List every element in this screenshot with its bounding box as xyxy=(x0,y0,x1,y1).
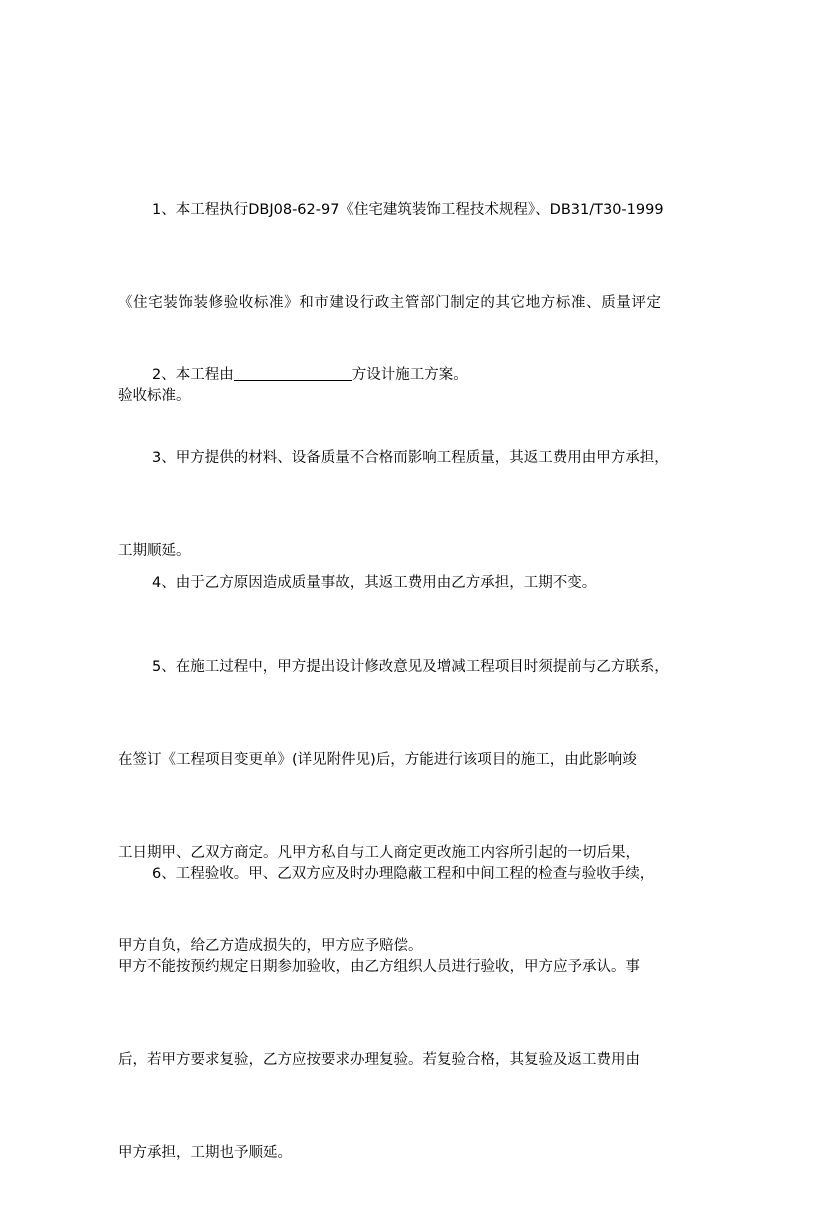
clause-6-line-2: 甲方不能按预约规定日期参加验收，由乙方组织人员进行验收，甲方应予承认。事 xyxy=(118,959,640,975)
clause-2-after-blank: 方设计施工方案。 xyxy=(351,367,468,383)
clause-4-line-1: 4、由于乙方原因造成质量事故，其返工费用由乙方承担，工期不变。 xyxy=(152,575,597,591)
clause-6-line-1: 6、工程验收。甲、乙双方应及时办理隐蔽工程和中间工程的检查与验收手续， xyxy=(152,866,655,882)
clause-1-line-3: 验收标准。 xyxy=(118,388,191,404)
clause-5-line-1: 5、在施工过程中，甲方提出设计修改意见及增减工程项目时须提前与乙方联系， xyxy=(152,659,669,675)
clause-6 xyxy=(118,797,698,1231)
clause-5-line-2: 在签订《工程项目变更单》(详见附件见)后，方能进行该项目的施工，由此影响竣 xyxy=(118,752,637,768)
clause-5-line-3: 工日期甲、乙双方商定。凡甲方私自与工人商定更改施工内容所引起的一切后果， xyxy=(118,845,640,861)
clause-6-line-3: 后，若甲方要求复验，乙方应按要求办理复验。若复验合格，其复验及返工费用由 xyxy=(118,1052,640,1068)
clause-1-line-2: 《住宅装饰装修验收标准》和市建设行政主管部门制定的其它地方标准、质量评定 xyxy=(118,295,662,311)
clause-3-line-2: 工期顺延。 xyxy=(118,543,191,559)
clause-1-line-1: 1、本工程执行DBJ08-62-97《住宅建筑装饰工程技术规程》、DB31/T30-1999 xyxy=(152,202,664,218)
clause-5-line-4: 甲方自负，给乙方造成损失的，甲方应予赔偿。 xyxy=(118,938,423,954)
clause-2-before-blank: 2、本工程由 xyxy=(152,367,234,383)
clause-3-line-1: 3、甲方提供的材料、设备质量不合格而影响工程质量，其返工费用由甲方承担， xyxy=(152,450,669,466)
clause-6-line-4: 甲方承担，工期也予顺延。 xyxy=(118,1145,292,1161)
design-party-blank xyxy=(234,366,352,381)
